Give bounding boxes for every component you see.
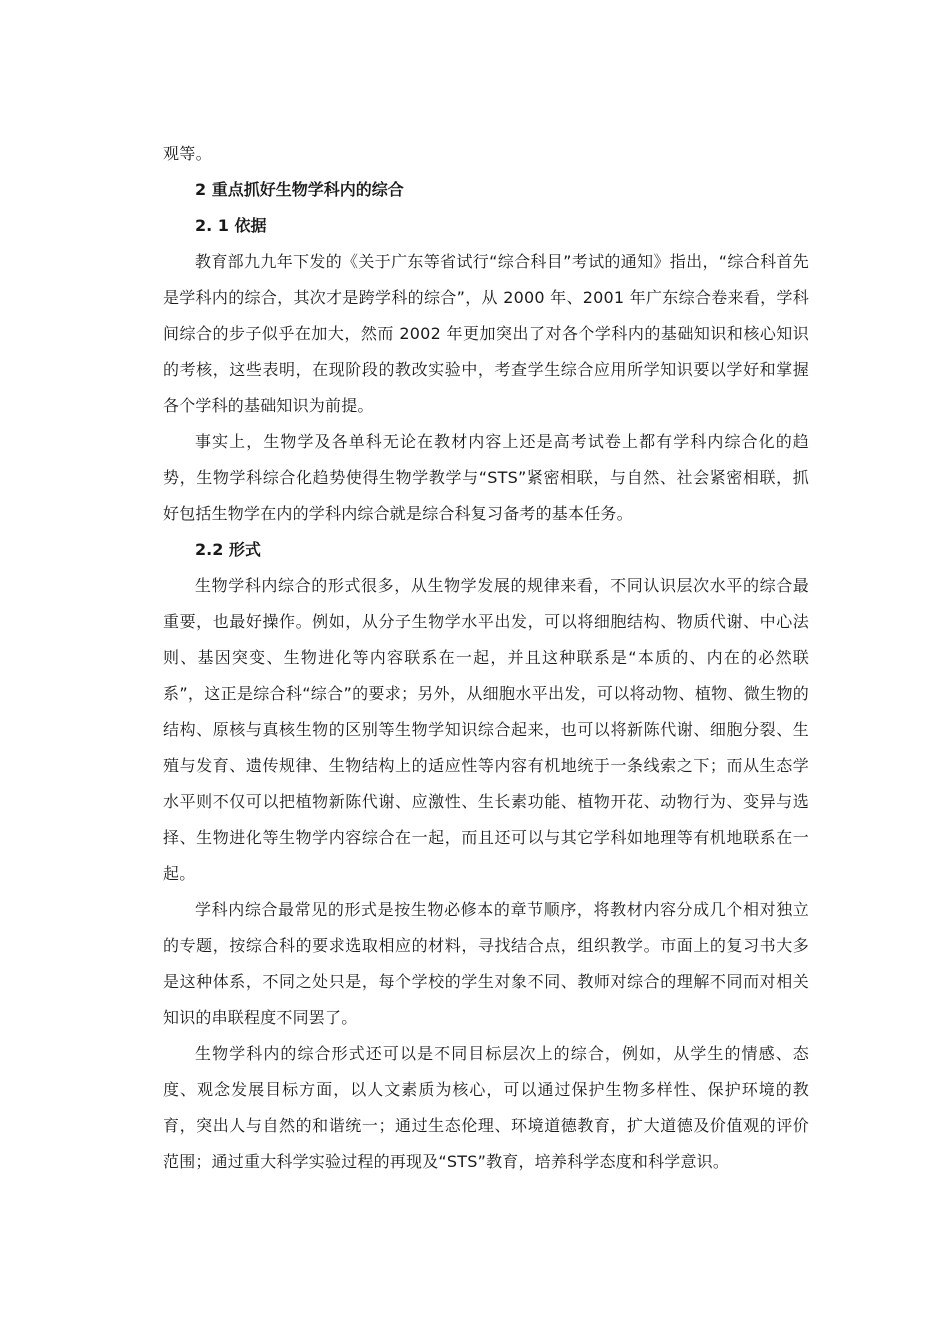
paragraph-form-2: 学科内综合最常见的形式是按生物必修本的章节顺序，将教材内容分成几个相对独立的专题，按综合科的要求选取相应的材料，寻找结合点，组织教学。市面上的复习书大多是这种体系，不同之处只是，每个学校的学生对象不同、教师对综合的理解不同而对相关知识的串联程度不同罢了。 — [163, 900, 809, 1027]
paragraph-form-1: 生物学科内综合的形式很多，从生物学发展的规律来看，不同认识层次水平的综合最重要，也最好操作。例如，从分子生物学水平出发，可以将细胞结构、物质代谢、中心法则、基因突变、生物进化等内容联系在一起，并且这种联系是“本质的、内在的必然联系”，这正是综合科“综合”的要求；另外，从细胞水平出发，可以将动物、植物、微生物的结构、原核与真核生物的区别等生物学知识综合起来，也可以将新陈代谢、细胞分裂、生殖与发育、遗传规律、生物结构上的适应性等内容有机地统于一条线索之下；而从生态学水平则不仅可以把植物新陈代谢、应激性、生长素功能、植物开花、动物行为、变异与选择、生物进化等生物学内容综合在一起，而且还可以与其它学科如地理等有机地联系在一起。 — [163, 576, 809, 883]
subsection-heading-basis: 2. 1 依据 — [195, 216, 267, 235]
section-heading: 2 重点抓好生物学科内的综合 — [195, 180, 404, 199]
continuation-text: 观等。 — [163, 144, 212, 163]
paragraph-form-3: 生物学科内的综合形式还可以是不同目标层次上的综合，例如，从学生的情感、态度、观念发展目标方面，以人文素质为核心，可以通过保护生物多样性、保护环境的教育，突出人与自然的和谐统一；通过生态伦理、环境道德教育，扩大道德及价值观的评价范围；通过重大科学实验过程的再现及“STS”教育，培养科学态度和科学意识。 — [163, 1044, 809, 1171]
paragraph-basis-2: 事实上，生物学及各单科无论在教材内容上还是高考试卷上都有学科内综合化的趋势，生物学科综合化趋势使得生物学教学与“STS”紧密相联，与自然、社会紧密相联，抓好包括生物学在内的学科内综合就是综合科复习备考的基本任务。 — [163, 432, 809, 523]
paragraph-basis-1: 教育部九九年下发的《关于广东等省试行“综合科目”考试的通知》指出，“综合科首先是学科内的综合，其次才是跨学科的综合”，从 2000 年、2001 年广东综合卷来看，学科间综合的步子似乎在加大，然而 2002 年更加突出了对各个学科内的基础知识和核心知识的考核，这些表明，在现阶段的教改实验中，考查学生综合应用所学知识要以学好和掌握各个学科的基础知识为前提。 — [163, 252, 809, 415]
document-page — [163, 136, 809, 1180]
subsection-heading-form: 2.2 形式 — [195, 540, 261, 559]
